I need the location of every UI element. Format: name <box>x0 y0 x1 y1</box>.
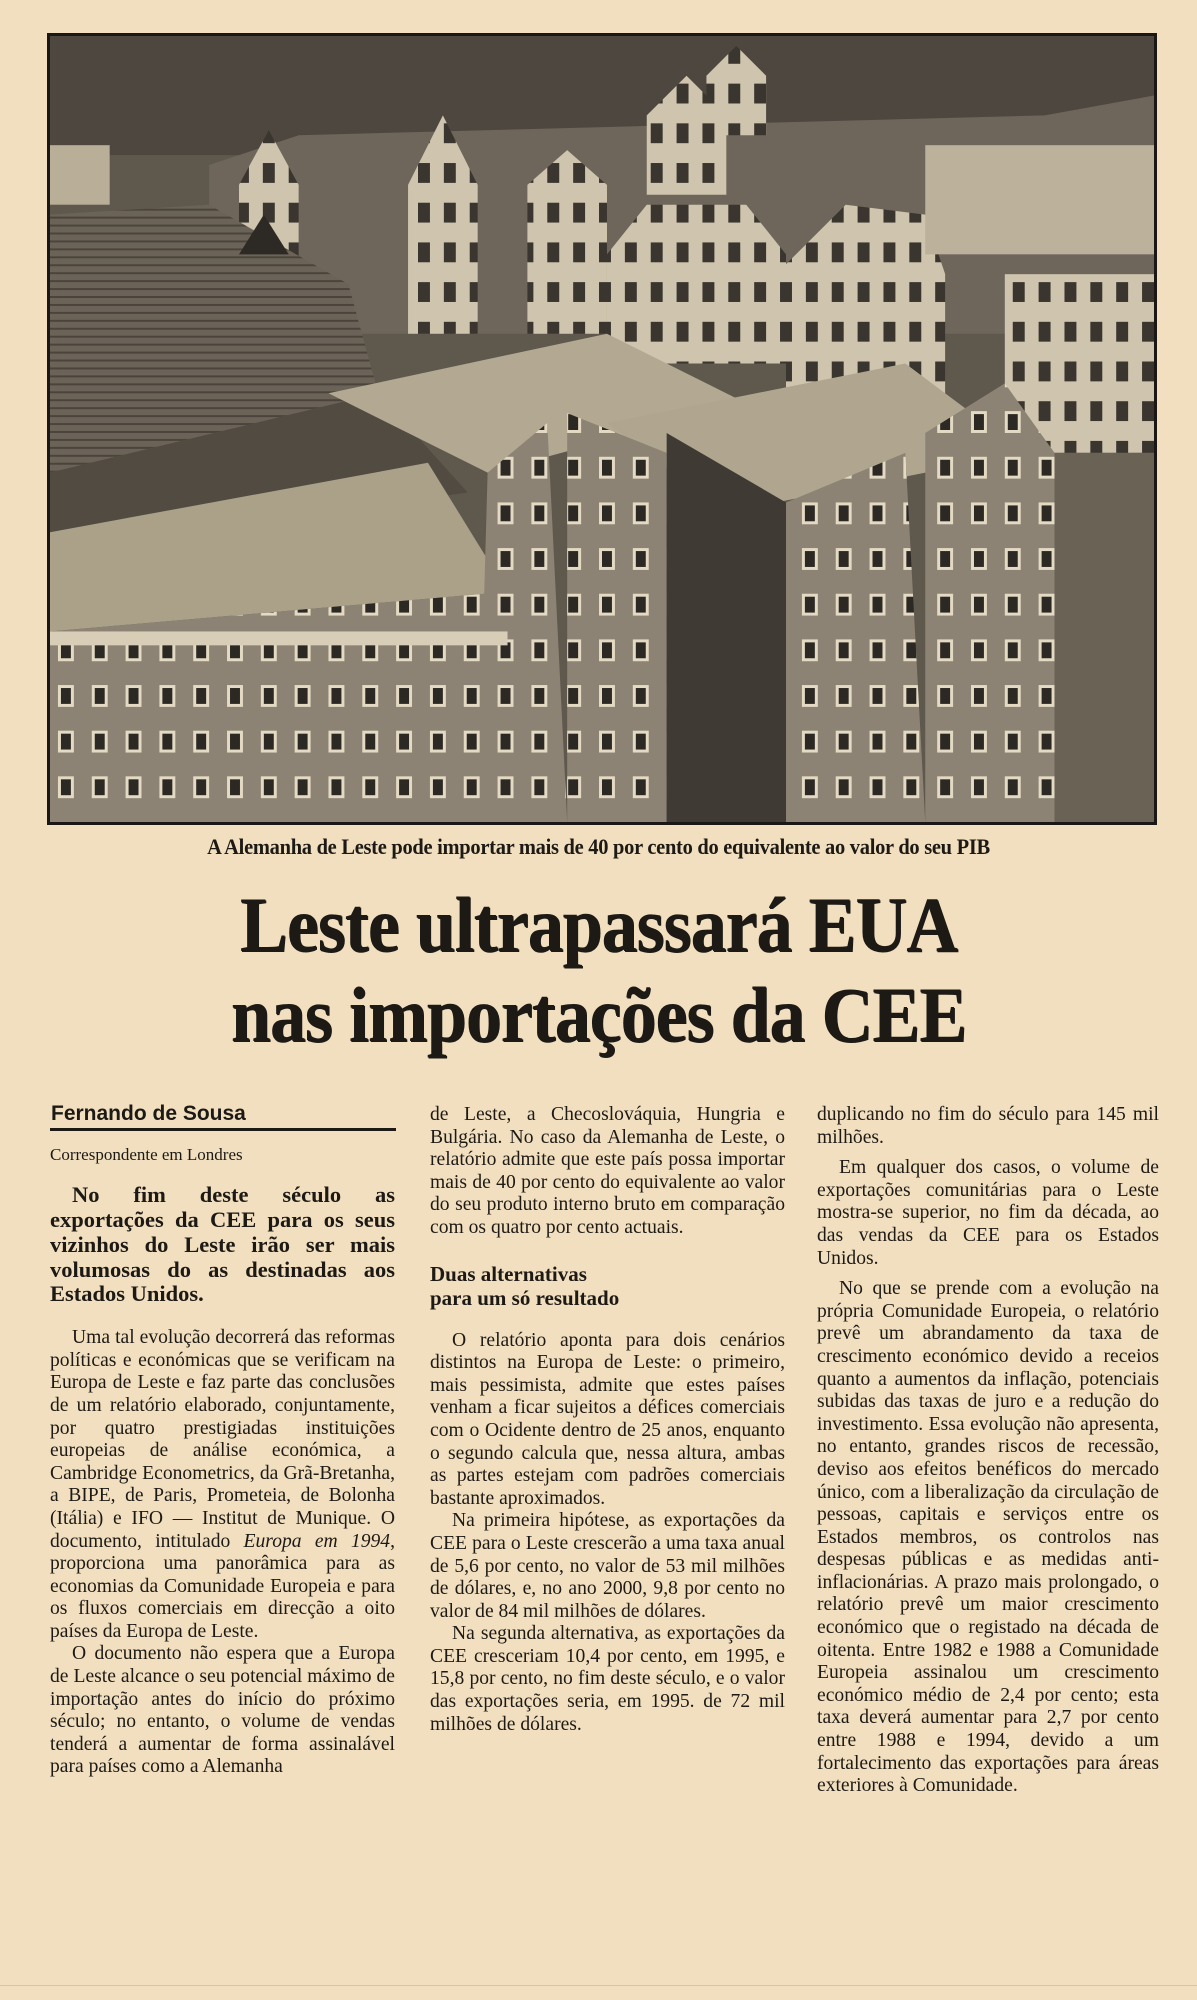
report-title: Europa em 1994 <box>243 1530 391 1552</box>
city-rooftops-photo <box>50 36 1154 822</box>
paragraph-text: Uma tal evolução decorrerá das reformas políticas e económicas que se verificam na Europa de Leste e faz parte das conclusões de um relatório elaborado, conjuntamente, por quatro prestigiadas instituições europeias de análise económica, a Cambridge Econometrics, da Grã-Bretanha, a BIPE, de Paris, Prometeia, de Bolonha (Itália) e IFO — Institut de Munique. O documento, intitulado <box>50 1327 395 1552</box>
article-column-3 <box>817 1104 1159 1798</box>
paragraph: Na primeira hipótese, as exportações da CEE para o Leste crescerão a uma taxa anual de 5,6 por cento, no valor de 53 mil milhões de dólares, e, no ano 2000, 9,8 por cento no valor de 84 mil milhões de dólares. <box>430 1510 785 1622</box>
article-photo <box>47 33 1157 825</box>
paragraph: de Leste, a Checoslováquia, Hungria e Bulgária. No caso da Alemanha de Leste, o relatório admite que este país possa importar mais de 40 por cento do equivalente ao valor do seu produto interno bruto em comparação com os quatro por cento actuais. <box>430 1104 785 1238</box>
byline-role: Correspondente em Londres <box>50 1144 243 1164</box>
photo-caption: A Alemanha de Leste pode importar mais de 40 por cento do equivalente ao valor do seu PIB <box>207 834 990 859</box>
paragraph: O relatório aponta para dois cenários distintos na Europa de Leste: o primeiro, mais pessimista, admite que estes países venham a ficar sujeitos a défices comerciais com o Ocidente dentro de 25 anos, enquanto o segundo calcula que, nessa altura, ambas as partes estejam com padrões comerciais bastante aproximados. <box>430 1329 785 1509</box>
subhead-line-1: Duas alternativas <box>430 1261 587 1286</box>
paragraph: duplicando no fim do século para 145 mil milhões. <box>817 1104 1159 1148</box>
paragraph: Em qualquer dos casos, o volume de exportações comunitárias para o Leste mostra-se superior, no fim da década, ao das vendas da CEE para os Estados Unidos. <box>817 1157 1159 1269</box>
paragraph: O documento não espera que a Europa de Leste alcance o seu potencial máximo de importação antes do início do próximo século; no entanto, o volume de vendas tenderá a aumentar de forma assinalável para países como a Alemanha <box>50 1643 395 1778</box>
article-column-2 <box>430 1104 785 1736</box>
article-lead: No fim deste século as exportações da CEE para os seus vizinhos do Leste irão ser mais volumosas do as destinadas aos Estados Unidos. <box>50 1182 395 1307</box>
headline-line-2: nas importações da CEE <box>230 971 967 1058</box>
paragraph <box>50 1327 395 1643</box>
byline-author: Fernando de Sousa <box>50 1103 396 1131</box>
article-column-1 <box>50 1100 395 1779</box>
paragraph: Na segunda alternativa, as exportações da CEE cresceriam 10,4 por cento, em 1995, e 15,8 por cento, no fim deste século, e o valor das exportações seria, em 1995. de 72 mil milhões de dólares. <box>430 1623 785 1735</box>
page-bottom-rule <box>0 1985 1197 1986</box>
paragraph-text: , proporciona uma panorâmica para as economias da Comunidade Europeia e para os fluxos comerciais em direcção a oito países da Europa de Leste. <box>50 1530 395 1642</box>
section-subhead <box>430 1262 785 1310</box>
headline-line-1: Leste ultrapassará EUA <box>239 881 958 968</box>
headline <box>0 880 1197 1060</box>
paragraph: No que se prende com a evolução na própria Comunidade Europeia, o relatório prevê um abrandamento da taxa de crescimento económico devido a receios quanto a aumentos da inflação, potenciais subidas das taxas de juro e a redução do investimento. Essa evolução não apresenta, no entanto, grandes riscos de recessão, deviso aos efeitos benéficos do mercado único, com a liberalização da circulação de pessoas, capitais e serviços entre os Estados membros, os controlos nas despesas públicas e as medidas anti-inflacionárias. A prazo mais prolongado, o relatório prevê um maior crescimento económico que o registado na década de oitenta. Entre 1982 e 1988 a Comunidade Europeia assinalou um crescimento económico médio de 2,4 por cento; esta taxa deverá aumentar para 2,7 por cento entre 1988 e 1994, devido a um fortalecimento das exportações para áreas exteriores à Comunidade. <box>817 1278 1159 1797</box>
subhead-line-2: para um só resultado <box>430 1285 620 1310</box>
